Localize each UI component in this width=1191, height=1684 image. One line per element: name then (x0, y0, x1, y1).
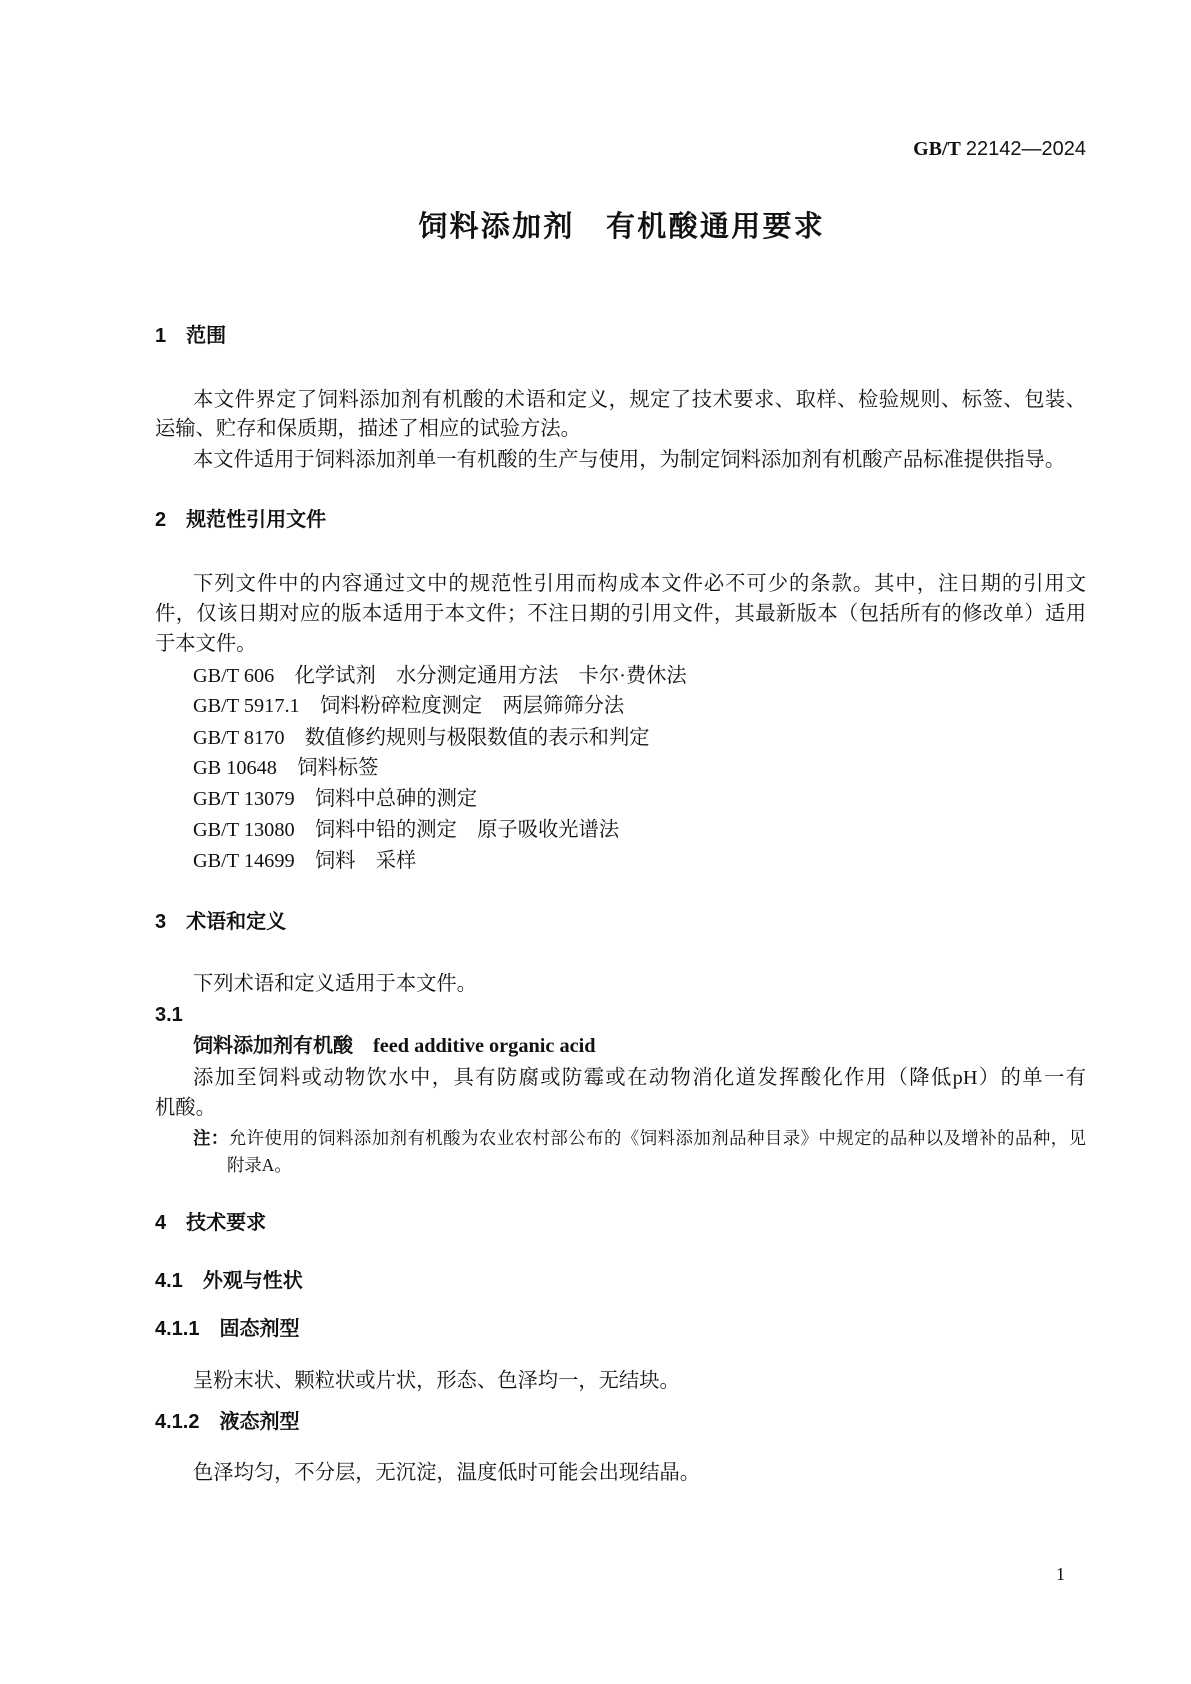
term-definition-line1: 添加至饲料或动物饮水中，具有防腐或防霉或在动物消化道发挥酸化作用（降低pH）的单一有 (193, 1067, 1086, 1089)
section-title: 范围 (186, 325, 227, 347)
term-note-line1 (193, 1125, 1086, 1151)
section-number: 1 (155, 325, 167, 347)
term-definition-line2: 机酸。 (155, 1097, 216, 1119)
term-chinese: 饲料添加剂有机酸 (193, 1035, 353, 1057)
section-title: 固态剂型 (219, 1318, 300, 1340)
section-number: 3 (155, 911, 167, 933)
reference-item: GB/T 8170 数值修约规则与极限数值的表示和判定 (193, 727, 650, 749)
standard-number: 22142—2024 (965, 138, 1086, 160)
note-label: 注： (193, 1128, 229, 1148)
scope-para1-line2: 运输、贮存和保质期，描述了相应的试验方法。 (155, 418, 581, 440)
note-text: 允许使用的饲料添加剂有机酸为农业农村部公布的《饲料添加剂品种目录》中规定的品种以及增补的品种，见 (228, 1128, 1086, 1148)
references-intro-line3: 于本文件。 (155, 633, 257, 655)
term-entry (193, 1031, 596, 1061)
section-2-heading (155, 505, 326, 535)
reference-item: GB/T 13080 饲料中铅的测定 原子吸收光谱法 (193, 819, 620, 841)
section-number: 4 (155, 1212, 167, 1234)
subsection-4-1-heading (155, 1266, 303, 1296)
term-note-line2: 附录A。 (227, 1155, 292, 1175)
subsection-4-1-2-heading (155, 1407, 299, 1437)
subsection-4-1-1-heading (155, 1314, 299, 1344)
section-number: 4.1.2 (155, 1411, 200, 1433)
solid-form-text: 呈粉末状、颗粒状或片状，形态、色泽均一，无结块。 (193, 1370, 680, 1392)
scope-para2: 本文件适用于饲料添加剂单一有机酸的生产与使用，为制定饲料添加剂有机酸产品标准提供指导。 (193, 449, 1066, 471)
term-english: feed additive organic acid (373, 1035, 596, 1057)
document-title: 饲料添加剂 有机酸通用要求 (418, 211, 826, 243)
section-number: 4.1.1 (155, 1318, 200, 1340)
terms-intro: 下列术语和定义适用于本文件。 (193, 973, 477, 995)
section-title: 技术要求 (186, 1212, 267, 1234)
section-title: 液态剂型 (219, 1411, 300, 1433)
term-number: 3.1 (155, 1004, 183, 1026)
reference-item: GB/T 5917.1 饲料粉碎粒度测定 两层筛筛分法 (193, 695, 625, 717)
standard-number-header (913, 135, 1086, 163)
standard-prefix: GB/T (913, 138, 961, 160)
references-intro-line1: 下列文件中的内容通过文中的规范性引用而构成本文件必不可少的条款。其中，注日期的引用文 (193, 573, 1086, 595)
section-title: 外观与性状 (202, 1270, 303, 1292)
section-4-heading (155, 1208, 266, 1238)
section-title: 规范性引用文件 (186, 509, 327, 531)
section-number: 4.1 (155, 1270, 183, 1292)
reference-item: GB/T 13079 饲料中总砷的测定 (193, 788, 478, 810)
section-1-heading (155, 321, 226, 351)
scope-para1-line1: 本文件界定了饲料添加剂有机酸的术语和定义，规定了技术要求、取样、检验规则、标签、包装、 (193, 389, 1086, 411)
reference-item: GB/T 606 化学试剂 水分测定通用方法 卡尔·费休法 (193, 665, 687, 687)
section-number: 2 (155, 509, 167, 531)
references-intro-line2: 件，仅该日期对应的版本适用于本文件；不注日期的引用文件，其最新版本（包括所有的修改单）适用 (155, 603, 1086, 625)
section-title: 术语和定义 (186, 911, 287, 933)
page-number: 1 (1056, 1564, 1065, 1584)
section-3-heading (155, 907, 286, 937)
reference-item: GB 10648 饲料标签 (193, 757, 379, 779)
reference-item: GB/T 14699 饲料 采样 (193, 850, 417, 872)
liquid-form-text: 色泽均匀，不分层，无沉淀，温度低时可能会出现结晶。 (193, 1462, 701, 1484)
